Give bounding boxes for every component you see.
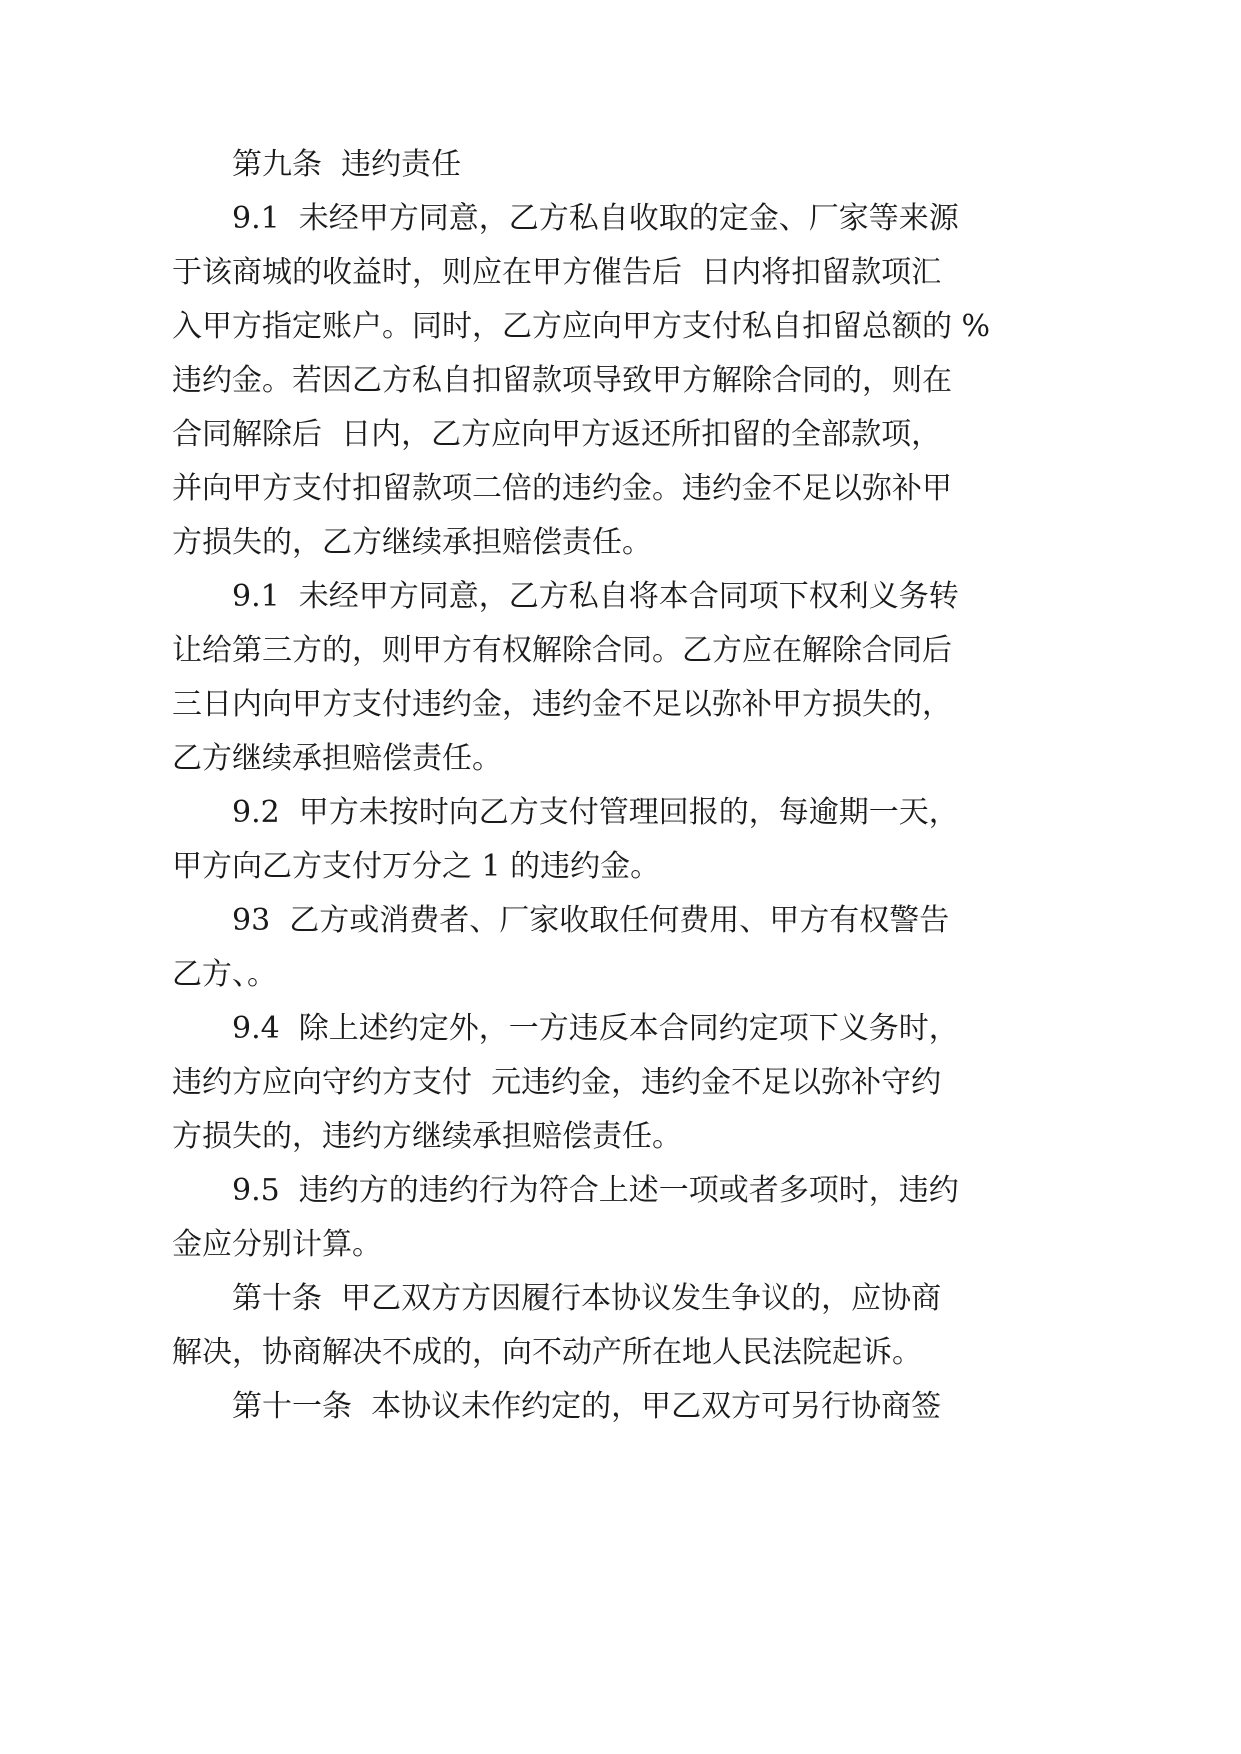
- text-line-content: 解决，协商解决不成的，向不动产所在地人民法院起诉。: [172, 1335, 922, 1370]
- text-line-content: 违约金。若因乙方私自扣留款项导致甲方解除合同的，则在: [172, 363, 952, 398]
- text-line-content: 违约方应向守约方支付 元违约金，违约金不足以弥补守约: [172, 1065, 942, 1100]
- text-line-content: 方损失的，乙方继续承担赔偿责任。: [172, 525, 652, 560]
- text-line-content: 金应分别计算。: [172, 1227, 382, 1262]
- text-line: [0, 353, 1241, 409]
- text-line: [0, 1217, 1241, 1273]
- text-line-content: 9.5 违约方的违约行为符合上述一项或者多项时，违约: [232, 1173, 959, 1208]
- text-line-content: 93 乙方或消费者、厂家收取任何费用、甲方有权警告: [232, 903, 950, 938]
- text-line-content: 9.1 未经甲方同意，乙方私自收取的定金、厂家等来源: [232, 201, 959, 236]
- text-line: [0, 1109, 1241, 1165]
- text-line: [0, 731, 1241, 787]
- text-line-content: 于该商城的收益时，则应在甲方催告后 日内将扣留款项汇: [172, 255, 942, 290]
- text-line: [0, 515, 1241, 571]
- text-line: [0, 785, 1241, 841]
- text-line: [0, 1379, 1241, 1435]
- text-line: [0, 893, 1241, 949]
- text-line: [0, 1055, 1241, 1111]
- text-line: [0, 1325, 1241, 1381]
- text-line: [0, 839, 1241, 895]
- text-line: [0, 299, 1241, 355]
- text-line-content: 第十一条 本协议未作约定的，甲乙双方可另行协商签: [232, 1389, 942, 1424]
- text-line-content: 9.4 除上述约定外，一方违反本合同约定项下义务时，: [232, 1011, 959, 1046]
- text-line: [0, 569, 1241, 625]
- text-line-content: 甲方向乙方支付万分之 1 的违约金。: [172, 849, 661, 884]
- text-line-content: 第十条 甲乙双方方因履行本协议发生争议的，应协商: [232, 1281, 942, 1316]
- text-line: [0, 947, 1241, 1003]
- text-line: [0, 245, 1241, 301]
- text-line: [0, 461, 1241, 517]
- text-line: [0, 1271, 1241, 1327]
- text-line: [0, 191, 1241, 247]
- text-line-content: 9.2 甲方未按时向乙方支付管理回报的，每逾期一天，: [232, 795, 959, 830]
- text-line: [0, 623, 1241, 679]
- text-line-content: 9.1 未经甲方同意，乙方私自将本合同项下权利义务转: [232, 579, 959, 614]
- text-line: [0, 1163, 1241, 1219]
- text-line-content: 入甲方指定账户。同时，乙方应向甲方支付私自扣留总额的 %: [172, 309, 991, 344]
- text-line-content: 第九条 违约责任: [232, 147, 462, 182]
- text-line-content: 乙方继续承担赔偿责任。: [172, 741, 502, 776]
- text-line-content: 三日内向甲方支付违约金，违约金不足以弥补甲方损失的，: [172, 687, 952, 722]
- text-line-content: 合同解除后 日内，乙方应向甲方返还所扣留的全部款项，: [172, 417, 942, 452]
- text-line: [0, 407, 1241, 463]
- text-line-content: 并向甲方支付扣留款项二倍的违约金。违约金不足以弥补甲: [172, 471, 952, 506]
- text-line: [0, 137, 1241, 193]
- text-line-content: 乙方、。: [172, 957, 277, 992]
- text-line: [0, 1001, 1241, 1057]
- text-line-content: 方损失的，违约方继续承担赔偿责任。: [172, 1119, 682, 1154]
- text-line-content: 让给第三方的，则甲方有权解除合同。乙方应在解除合同后: [172, 633, 952, 668]
- text-line: [0, 677, 1241, 733]
